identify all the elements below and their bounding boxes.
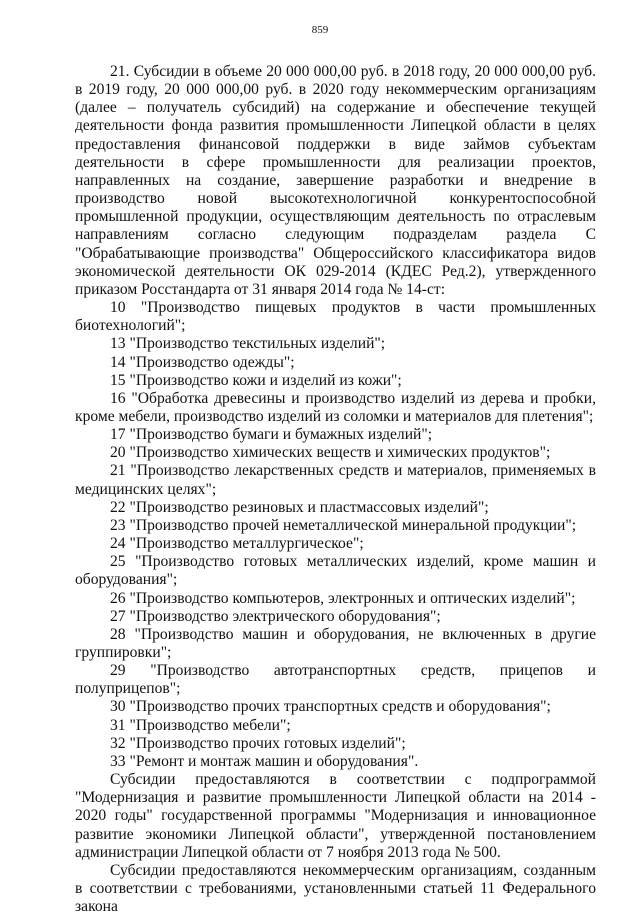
- list-item-20: 20 "Производство химических веществ и химических продуктов";: [110, 444, 551, 462]
- list-item-29: 29 "Производство автотранспортных средств, прицепов и полуприцепов";: [75, 662, 596, 698]
- list-item-15: 15 "Производство кожи и изделий из кожи";: [110, 371, 402, 389]
- list-item-16: 16 "Обработка древесины и производство изделий из дерева и пробки, кроме мебели, производство изделий из соломки и материалов для плетения";: [75, 389, 596, 425]
- list-item-10: 10 "Производство пищевых продуктов в части промышленных биотехнологий";: [75, 299, 596, 335]
- list-item-21: 21 "Производство лекарственных средств и материалов, применяемых в медицинских целях";: [75, 462, 596, 498]
- list-item-22: 22 "Производство резиновых и пластмассовых изделий";: [110, 498, 489, 516]
- page-number: 859: [311, 24, 329, 36]
- paragraph-subprogram: Субсидии предоставляются в соответствии с подпрограммой "Модернизация и развитие промышленности Липецкой области на 2014 - 2020 годы" государственной программы "Модернизация и инновационное развитие экономики Липецкой области", утвержденной постановлением администрации Липецкой области от 7 ноября 2013 года № 500.: [75, 771, 596, 861]
- list-item-30: 30 "Производство прочих транспортных средств и оборудования";: [110, 698, 551, 716]
- document-body: [75, 63, 596, 916]
- list-item-17: 17 "Производство бумаги и бумажных изделий";: [110, 426, 433, 444]
- list-item-23: 23 "Производство прочей неметаллической минеральной продукции";: [110, 516, 577, 534]
- paragraph-subsidies-21: 21. Субсидии в объеме 20 000 000,00 руб. в 2018 году, 20 000 000,00 руб. в 2019 году, 20 000 000,00 руб. в 2020 году некоммерческим организациям (далее – получатель субсидий) на содержание и обеспечение текущей деятельности фонда развития промышленности Липецкой области в целях предоставления финансовой поддержки в виде займов субъектам деятельности в сфере промышленности для реализации проектов, направленных на создание, завершение разработки и внедрение в производство новой высокотехнологичной конкурентоспособной промышленной продукции, осуществляющим деятельность по отраслевым направлениям согласно следующим подразделам раздела С "Обрабатывающие производства" Общероссийского классификатора видов экономической деятельности ОК 029-2014 (КДЕС Ред.2), утвержденного приказом Росстандарта от 31 января 2014 года № 14-ст:: [75, 63, 596, 298]
- list-item-14: 14 "Производство одежды";: [110, 353, 295, 371]
- list-item-25: 25 "Производство готовых металлических изделий, кроме машин и оборудования";: [75, 553, 596, 589]
- list-item-31: 31 "Производство мебели";: [110, 716, 291, 734]
- list-item-27: 27 "Производство электрического оборудования";: [110, 607, 441, 625]
- list-item-24: 24 "Производство металлургическое";: [110, 535, 364, 553]
- list-item-26: 26 "Производство компьютеров, электронных и оптических изделий";: [110, 589, 576, 607]
- paragraph-recipients: Субсидии предоставляются некоммерческим организациям, созданным в соответствии с требованиями, установленными статьей 11 Федерального закона: [75, 861, 596, 916]
- list-item-33: 33 "Ремонт и монтаж машин и оборудования".: [110, 752, 419, 770]
- list-item-28: 28 "Производство машин и оборудования, не включенных в другие группировки";: [75, 625, 596, 661]
- list-item-32: 32 "Производство прочих готовых изделий";: [110, 734, 406, 752]
- list-item-13: 13 "Производство текстильных изделий";: [110, 335, 386, 353]
